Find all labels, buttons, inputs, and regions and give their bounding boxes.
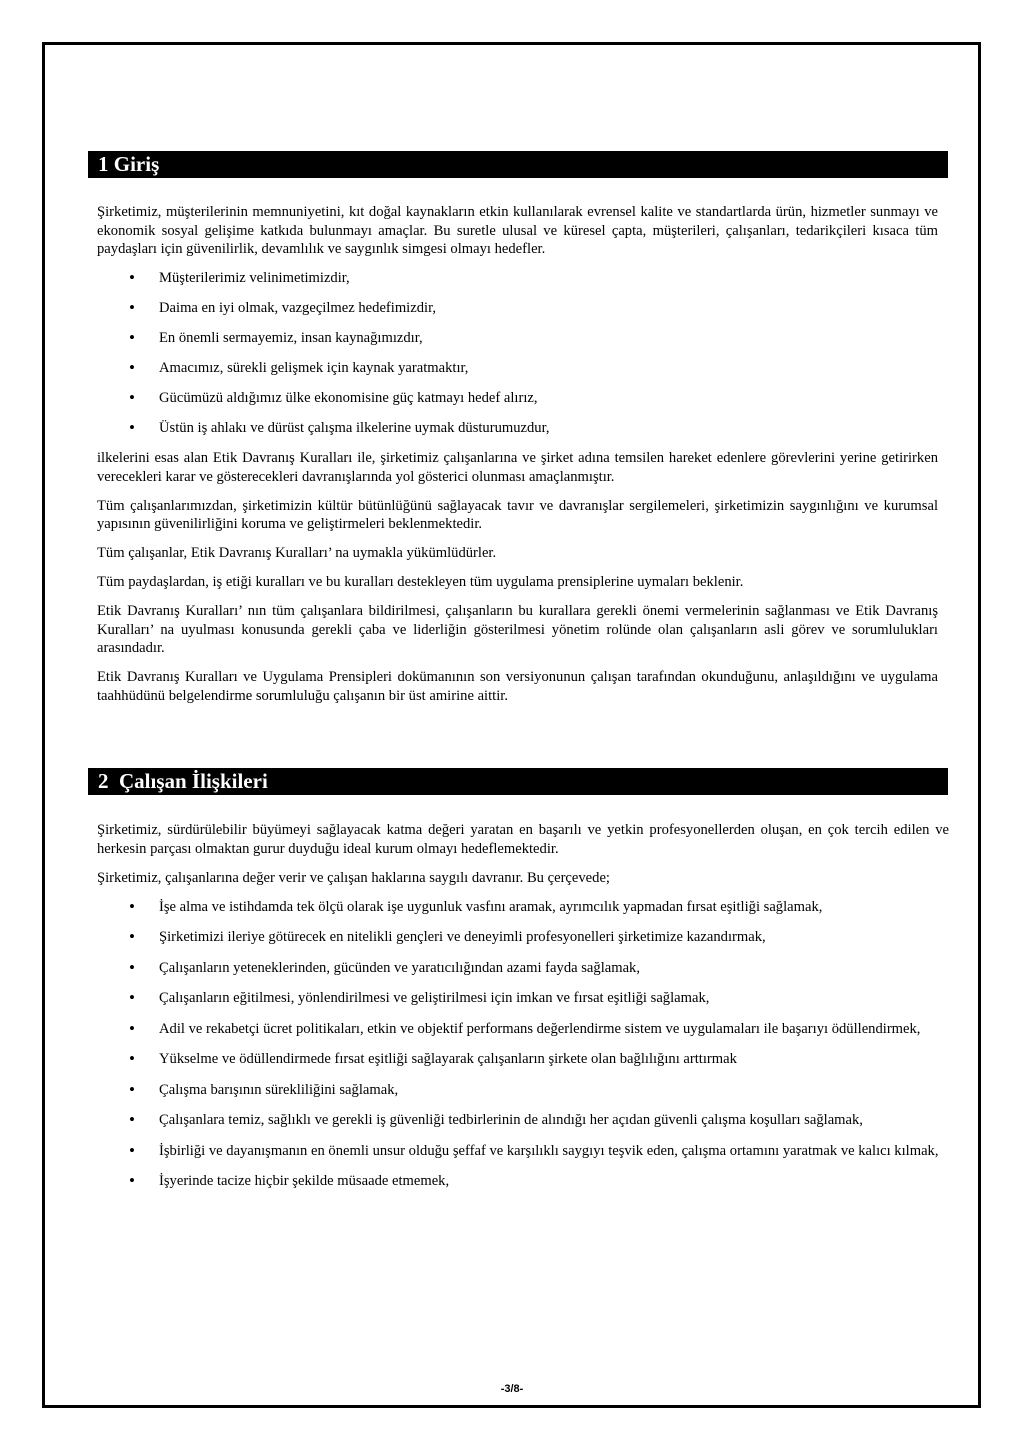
list-item: • Çalışanların eğitilmesi, yönlendirilmesi ve geliştirilmesi için imkan ve fırsat eşitliği sağlamak, [97,989,949,1008]
list-item: • En önemli sermayemiz, insan kaynağımızdır, [97,329,938,348]
list-item: • Gücümüzü aldığımız ülke ekonomisine güç katmayı hedef alırız, [97,389,938,408]
list-item: • Adil ve rekabetçi ücret politikaları, etkin ve objektif performans değerlendirme sistem ve uygulamaları ile başarıyı ödüllendirmek, [97,1020,949,1039]
paragraph: Tüm çalışanlar, Etik Davranış Kuralları’ na uymakla yükümlüdürler. [97,545,497,561]
intro-paragraph: Şirketimiz, sürdürülebilir büyümeyi sağlayacak katma değeri yaratan en başarılı ve yetkin profesyonellerden oluşan, en çok tercih edilen ve herkesin parçası olmaktan gurur duyduğu ideal kurum olmayı hedeflemektedir. [97,822,949,857]
section-heading-calisan-iliskileri: 2 Çalışan İlişkileri [88,768,948,795]
list-item: • İşyerinde tacize hiçbir şekilde müsaade etmemek, [97,1172,949,1191]
list-item: • Müşterilerimiz velinimetimizdir, [97,269,938,288]
list-item: • Üstün iş ahlakı ve dürüst çalışma ilkelerine uymak düsturumuzdur, [97,419,938,438]
paragraph: Etik Davranış Kuralları’ nın tüm çalışanlara bildirilmesi, çalışanların bu kurallara gerekli önemi vermelerinin sağlanması ve Etik Davranış Kuralları’ na uyulması konusunda gerekli çaba ve liderliğin gösterilmesi yönetim rolünde olan çalışanların asli görev ve sorumlulukları arasındadır. [97,603,938,656]
list-item: • Çalışanlara temiz, sağlıklı ve gerekli iş güvenliği tedbirlerinin de alındığı her açıdan güvenli çalışma koşulları sağlamak, [97,1111,949,1130]
section-giris-body [97,203,938,716]
principles-list [97,269,938,438]
page-number: -3/8- [500,1383,524,1395]
paragraph: Etik Davranış Kuralları ve Uygulama Prensipleri dokümanının son versiyonunun çalışan tarafından okunduğunu, anlaşıldığını ve uygulama taahhüdünü belgelendirme sorumluluğu çalışanın bir üst amirine aittir. [97,669,938,704]
paragraph: Tüm paydaşlardan, iş etiği kuralları ve bu kuralları destekleyen tüm uygulama prensiplerine uymaları beklenir. [97,574,744,590]
section-calisan-iliskileri-body [97,821,949,1203]
list-item: • Amacımız, sürekli gelişmek için kaynak yaratmaktır, [97,359,938,378]
list-item: • Şirketimizi ileriye götürecek en nitelikli gençleri ve deneyimli profesyonelleri şirketimize kazandırmak, [97,928,949,947]
paragraph: ilkelerini esas alan Etik Davranış Kuralları ile, şirketimiz çalışanlarına ve şirket adına temsilen hareket edenlere görevlerini yerine getirirken verecekleri karar ve gösterecekleri davranışlarında yol gösterici olunması amaçlanmıştır. [97,450,938,485]
list-item: • Daima en iyi olmak, vazgeçilmez hedefimizdir, [97,299,938,318]
list-item: • İşe alma ve istihdamda tek ölçü olarak işe uygunluk vasfını aramak, ayrımcılık yapmadan fırsat eşitliği sağlamak, [97,898,949,917]
section-heading-giris: 1 Giriş [88,151,948,178]
employee-commitments-list [97,898,949,1191]
list-item: • Çalışanların yeteneklerinden, gücünden ve yaratıcılığından azami fayda sağlamak, [97,959,949,978]
paragraph: Tüm çalışanlarımızdan, şirketimizin kültür bütünlüğünü sağlayacak tavır ve davranışlar sergilemeleri, şirketimizin saygınlığını ve kurumsal yapısının güvenilirliğini koruma ve geliştirmeleri beklenmektedir. [97,497,938,532]
list-item: • İşbirliği ve dayanışmanın en önemli unsur olduğu şeffaf ve karşılıklı saygıyı teşvik eden, çalışma ortamını yaratmak ve kalıcı kılmak, [97,1142,949,1161]
list-item: • Çalışma barışının sürekliliğini sağlamak, [97,1081,949,1100]
list-item: • Yükselme ve ödüllendirmede fırsat eşitliği sağlayarak çalışanların şirkete olan bağlılığını arttırmak [97,1050,949,1069]
intro-paragraph: Şirketimiz, çalışanlarına değer verir ve çalışan haklarına saygılı davranır. Bu çerçevede; [97,869,610,886]
intro-paragraph: Şirketimiz, müşterilerinin memnuniyetini, kıt doğal kaynakların etkin kullanılarak evrensel kalite ve standartlarda ürün, hizmetler sunmayı ve ekonomik sosyal gelişime katkıda bulunmayı amaçlar. Bu suretle ulusal ve küresel çapta, müşterileri, çalışanları, tedarikçileri kısaca tüm paydaşları için güvenilirlik, devamlılık ve saygınlık simgesi olmayı hedefler. [97,204,938,257]
